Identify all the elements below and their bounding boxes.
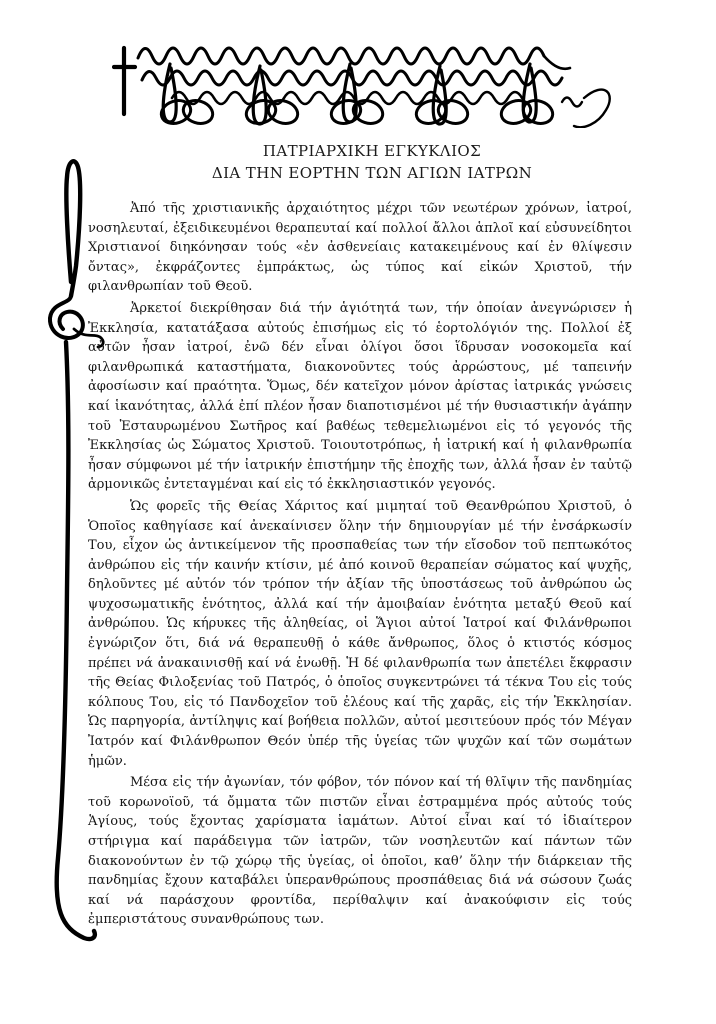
paragraph: Ὡς φορεῖς τῆς Θείας Χάριτος καί μιμηταί τοῦ Θεανθρώπου Χριστοῦ, ὁ Ὁποῖος καθηγίασε καί ἀνεκαίνισεν ὅλην τήν δημιουργίαν μέ τήν ἐνσάρκωσίν Του, εἶχον ὡς ἀντικείμενον τῆς προσπαθείας των τήν εἴσοδον τοῦ πεπτωκότος ἀνθρώπου εἰς τήν καινήν κτίσιν, μέ ἀπό κοινοῦ θεραπείαν σώματος καί ψυχῆς, δηλοῦντες μέ αὐτόν τόν τρόπον τήν ἀξίαν τῆς ὑποστάσεως τοῦ ἀνθρώπου ὡς ψυχοσωματικῆς ἑνότητος, ἀλλά καί τήν ἀμοιβαίαν ἑνότητα μεταξύ Θεοῦ καί ἀνθρώπου. Ὡς κήρυκες τῆς ἀληθείας, οἱ Ἅγιοι αὐτοί Ἰατροί καί Φιλάνθρωποι ἐγνώριζον ὅτι, διά νά θεραπευθῇ ὁ κάθε ἄνθρωπος, ὅλος ὁ κτιστός κόσμος πρέπει νά ἀνακαινισθῇ καί νά ἑνωθῇ. Ἡ δέ φιλανθρωπία των ἀπετέλει ἔκφρασιν τῆς Θείας Φιλοξενίας τοῦ Πατρός, ὁ ὁποῖος συγκεντρώνει τά τέκνα Του εἰς τούς κόλπους Του, εἰς τό Πανδοχεῖον τοῦ ἐλέους καί τῆς χαρᾶς, εἰς τήν Ἐκκλησίαν. Ὡς παρηγορία, ἀντίληψις καί βοήθεια πολλῶν, αὐτοί μεσιτεύουν πρός τόν Μέγαν Ἰατρόν καί Φιλάνθρωπον Θεόν ὑπέρ τῆς ὑγείας τῶν ψυχῶν καί τῶν σωμάτων ἡμῶν. (88, 498, 632, 769)
paragraph: Ἀρκετοί διεκρίθησαν διά τήν ἁγιότητά των, τήν ὁποίαν ἀνεγνώρισεν ἡ Ἐκκλησία, κατατάξασα αὐτούς ἐπισήμως εἰς τό ἑορτολόγιόν της. Πολλοί ἐξ αὐτῶν ἦσαν ἰατροί, ἐνῶ δέν εἶναι ὀλίγοι ὅσοι ἵδρυσαν νοσοκομεῖα καί φιλανθρωπικά καταστήματα, διακονοῦντες τούς ἀρρώστους, μέ ταπεινήν ἀφοσίωσιν καί πραότητα. Ὅμως, δέν κατεῖχον μόνον ἀρίστας ἰατρικάς γνώσεις καί ἱκανότητας, ἀλλά ἐπί πλέον ἦσαν διαποτισμένοι μέ τήν θυσιαστικήν ἀγάπην τοῦ Ἐσταυρωμένου Σωτῆρος καί βαθέως τεθεμελιωμένοι εἰς τό γεγονός τῆς Ἐκκλησίας ὡς Σώματος Χριστοῦ. Τοιουτοτρόπως, ἡ ἰατρική καί ἡ φιλανθρωπία ἦσαν σύμφωνοι μέ τήν ἰατρικήν ἐπιστήμην τῆς ἐποχῆς των, ἀλλά ἦσαν ἐν ταὐτῷ ἁρμονικῶς ἐντεταγμέναι καί εἰς τό ἐκκλησιαστικόν γεγονός. (88, 300, 632, 493)
title-line-1: ΠΑΤΡΙΑΡΧΙΚΗ ΕΓΚΥΚΛΙΟΣ (262, 142, 482, 160)
paragraph: Ἀπό τῆς χριστιανικῆς ἀρχαιότητος μέχρι τῶν νεωτέρων χρόνων, ἰατροί, νοσηλευταί, ἐξειδικευμένοι θεραπευταί καί πολλοί ἄλλοι ἁπλοῖ καί εὐσυνείδητοι Χριστιανοί διηκόνησαν τούς «ἐν ἀσθενείαις κατακειμένους καί ἐν θλίψεσιν ὄντας», ἐκφράζοντες ἐμπράκτως, ὡς τύπος καί εἰκών Χριστοῦ, τήν φιλανθρωπίαν τοῦ Θεοῦ. (88, 201, 632, 295)
document-title (102, 141, 642, 184)
patriarchal-signature-icon (112, 36, 612, 128)
paragraph: Μέσα εἰς τήν ἀγωνίαν, τόν φόβον, τόν πόνον καί τή θλῖψιν τῆς πανδημίας τοῦ κορωνοϊοῦ, τά ὄμματα τῶν πιστῶν εἶναι ἐστραμμένα πρός αὐτούς τούς Ἁγίους, τούς ἔχοντας χαρίσματα ἰαμάτων. Αὐτοί εἶναι καί τό ἰδιαίτερον στήριγμα καί παράδειγμα τῶν ἰατρῶν, τῶν νοσηλευτῶν καί πάντων τῶν διακονούντων ἐν τῷ χώρῳ τῆς ὑγείας, οἱ ὁποῖοι, καθ’ ὅλην τήν διάρκειαν τῆς πανδημίας ἔχουν καταβάλει ὑπερανθρώπους προσπάθειας διά νά σώσουν ζωάς καί νά παράσχουν φροντίδα, περίθαλψιν καί ἀνακούφισιν εἰς τούς ἐμπεριστάτους συνανθρώπους των. (88, 775, 632, 928)
document-body (88, 199, 632, 932)
title-line-2: ΔΙΑ ΤΗΝ ΕΟΡΤΗΝ ΤΩΝ ΑΓΙΩΝ ΙΑΤΡΩΝ (211, 163, 533, 182)
